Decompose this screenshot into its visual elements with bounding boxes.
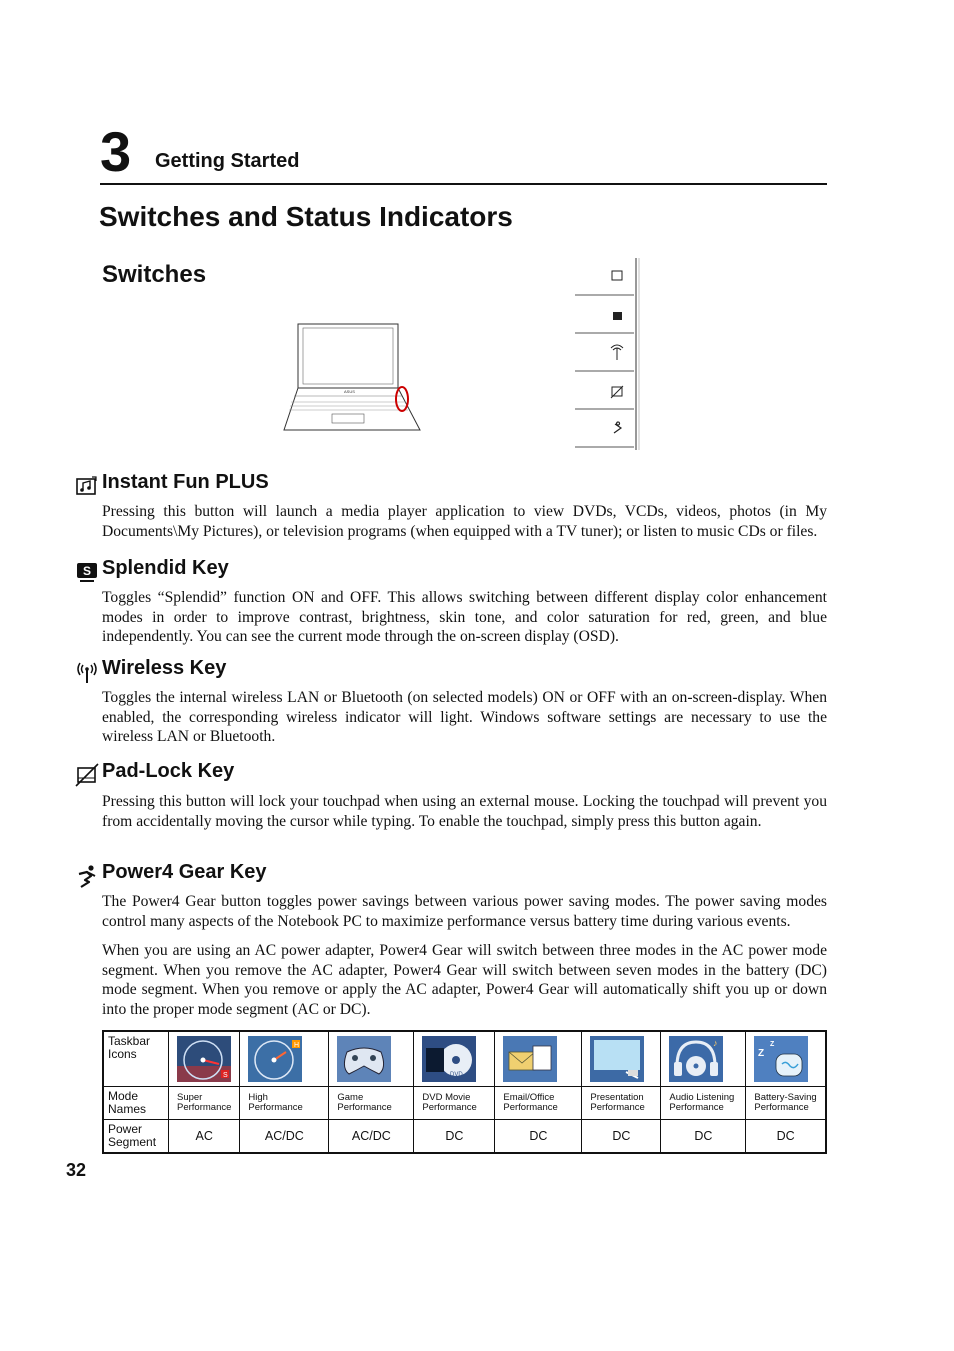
svg-text:♪: ♪ bbox=[713, 1038, 718, 1048]
svg-text:Z: Z bbox=[758, 1048, 765, 1059]
mode-name: Battery-Saving Performance bbox=[746, 1087, 826, 1120]
pad-lock-icon bbox=[75, 763, 99, 787]
item-title-instant-fun: Instant Fun PLUS bbox=[102, 471, 269, 493]
speedometer-high-icon bbox=[248, 1036, 302, 1082]
splendid-icon bbox=[75, 560, 99, 584]
svg-text:Z: Z bbox=[770, 1041, 775, 1048]
row-label-segment: Power Segment bbox=[103, 1120, 169, 1154]
svg-text:DVD: DVD bbox=[450, 1072, 464, 1078]
table-row bbox=[103, 1120, 826, 1154]
item-text-wireless: Toggles the internal wireless LAN or Bluetooth (on selected models) ON or OFF with an on-screen-display. When enabled, the corresponding wireless indicator will light. Windows software settings are necessary to use the wireless LAN or Bluetooth. bbox=[102, 689, 827, 745]
mode-name: Game Performance bbox=[329, 1087, 414, 1120]
row-label-icons: Taskbar Icons bbox=[103, 1031, 169, 1087]
laptop-illustration bbox=[278, 322, 424, 434]
mode-segment: DC bbox=[746, 1120, 826, 1154]
presentation-icon bbox=[590, 1036, 644, 1082]
item-text-instant-fun: Pressing this button will launch a media player application to view DVDs, VCDs, videos, photos (in My Documents\My Pictures), or television programs (when equipped with a TV tuner); or listen to music CDs or files. bbox=[102, 503, 827, 540]
dvd-icon bbox=[422, 1036, 476, 1082]
page-number: 32 bbox=[66, 1160, 87, 1180]
section-title: Switches bbox=[102, 261, 207, 288]
mode-name: DVD Movie Performance bbox=[414, 1087, 495, 1120]
power-modes-table bbox=[102, 1030, 827, 1154]
mode-segment: DC bbox=[495, 1120, 582, 1154]
svg-text:S: S bbox=[83, 564, 92, 578]
header-rule bbox=[100, 183, 827, 185]
item-title-power4-gear: Power4 Gear Key bbox=[102, 861, 267, 883]
mode-icon-cell bbox=[661, 1031, 746, 1087]
instant-fun-icon bbox=[75, 474, 99, 498]
table-row bbox=[103, 1087, 826, 1120]
wireless-icon bbox=[75, 660, 99, 684]
mode-icon-cell bbox=[746, 1031, 826, 1087]
mode-segment: DC bbox=[582, 1120, 661, 1154]
battery-sleep-icon bbox=[754, 1036, 808, 1082]
email-office-icon bbox=[503, 1036, 557, 1082]
svg-text:S: S bbox=[223, 1072, 228, 1079]
table-row bbox=[103, 1031, 826, 1087]
svg-text:H: H bbox=[294, 1042, 300, 1049]
mode-name: Super Performance bbox=[169, 1087, 240, 1120]
mode-segment: AC bbox=[169, 1120, 240, 1154]
headphones-cd-icon bbox=[669, 1036, 723, 1082]
mode-segment: AC/DC bbox=[329, 1120, 414, 1154]
mode-icon-cell bbox=[169, 1031, 240, 1087]
item-text-pad-lock: Pressing this button will lock your touchpad when using an external mouse. Locking the touchpad will prevent you from accidentally moving the cursor while typing. To enable the touchpad, simply press this button again. bbox=[102, 793, 827, 830]
mode-icon-cell bbox=[495, 1031, 582, 1087]
gamepad-icon bbox=[337, 1036, 391, 1082]
switch-strip-illustration bbox=[573, 256, 641, 452]
mode-icon-cell bbox=[329, 1031, 414, 1087]
mode-name: Email/Office Performance bbox=[495, 1087, 582, 1120]
mode-name: Presentation Performance bbox=[582, 1087, 661, 1120]
item-title-wireless: Wireless Key bbox=[102, 657, 227, 679]
row-label-names: Mode Names bbox=[103, 1087, 169, 1120]
item-title-splendid: Splendid Key bbox=[102, 557, 229, 579]
mode-segment: AC/DC bbox=[240, 1120, 329, 1154]
item-text-splendid: Toggles “Splendid” function ON and OFF. This allows switching between different display color enhancement modes in order to improve contrast, brightness, skin tone, and color saturation for red, green, and blue independently. You can see the current mode through the on-screen display (OSD). bbox=[102, 589, 827, 645]
page-title: Switches and Status Indicators bbox=[99, 201, 513, 232]
item-text-power4-gear-2: When you are using an AC power adapter, Power4 Gear will switch between three modes in the AC power mode segment. When you remove the AC adapter, Power4 Gear will switch between seven modes in the battery (DC) mode segment. When you remove or apply the AC adapter, Power4 Gear will automatically shift you up or down into the proper mode segment (AC or DC). bbox=[102, 942, 827, 1018]
mode-name: Audio Listening Performance bbox=[661, 1087, 746, 1120]
mode-segment: DC bbox=[414, 1120, 495, 1154]
svg-text:ASUS: ASUS bbox=[344, 389, 355, 394]
mode-icon-cell bbox=[240, 1031, 329, 1087]
power4-gear-icon bbox=[75, 864, 99, 888]
chapter-title: Getting Started bbox=[155, 150, 300, 172]
mode-icon-cell bbox=[414, 1031, 495, 1087]
chapter-number: 3 bbox=[100, 120, 132, 183]
item-title-pad-lock: Pad-Lock Key bbox=[102, 760, 235, 782]
mode-segment: DC bbox=[661, 1120, 746, 1154]
speedometer-super-icon bbox=[177, 1036, 231, 1082]
mode-icon-cell bbox=[582, 1031, 661, 1087]
mode-name: High Performance bbox=[240, 1087, 329, 1120]
item-text-power4-gear-1: The Power4 Gear button toggles power savings between various power saving modes. The power saving modes control many aspects of the Notebook PC to maximize performance versus battery time during various events. bbox=[102, 893, 827, 930]
